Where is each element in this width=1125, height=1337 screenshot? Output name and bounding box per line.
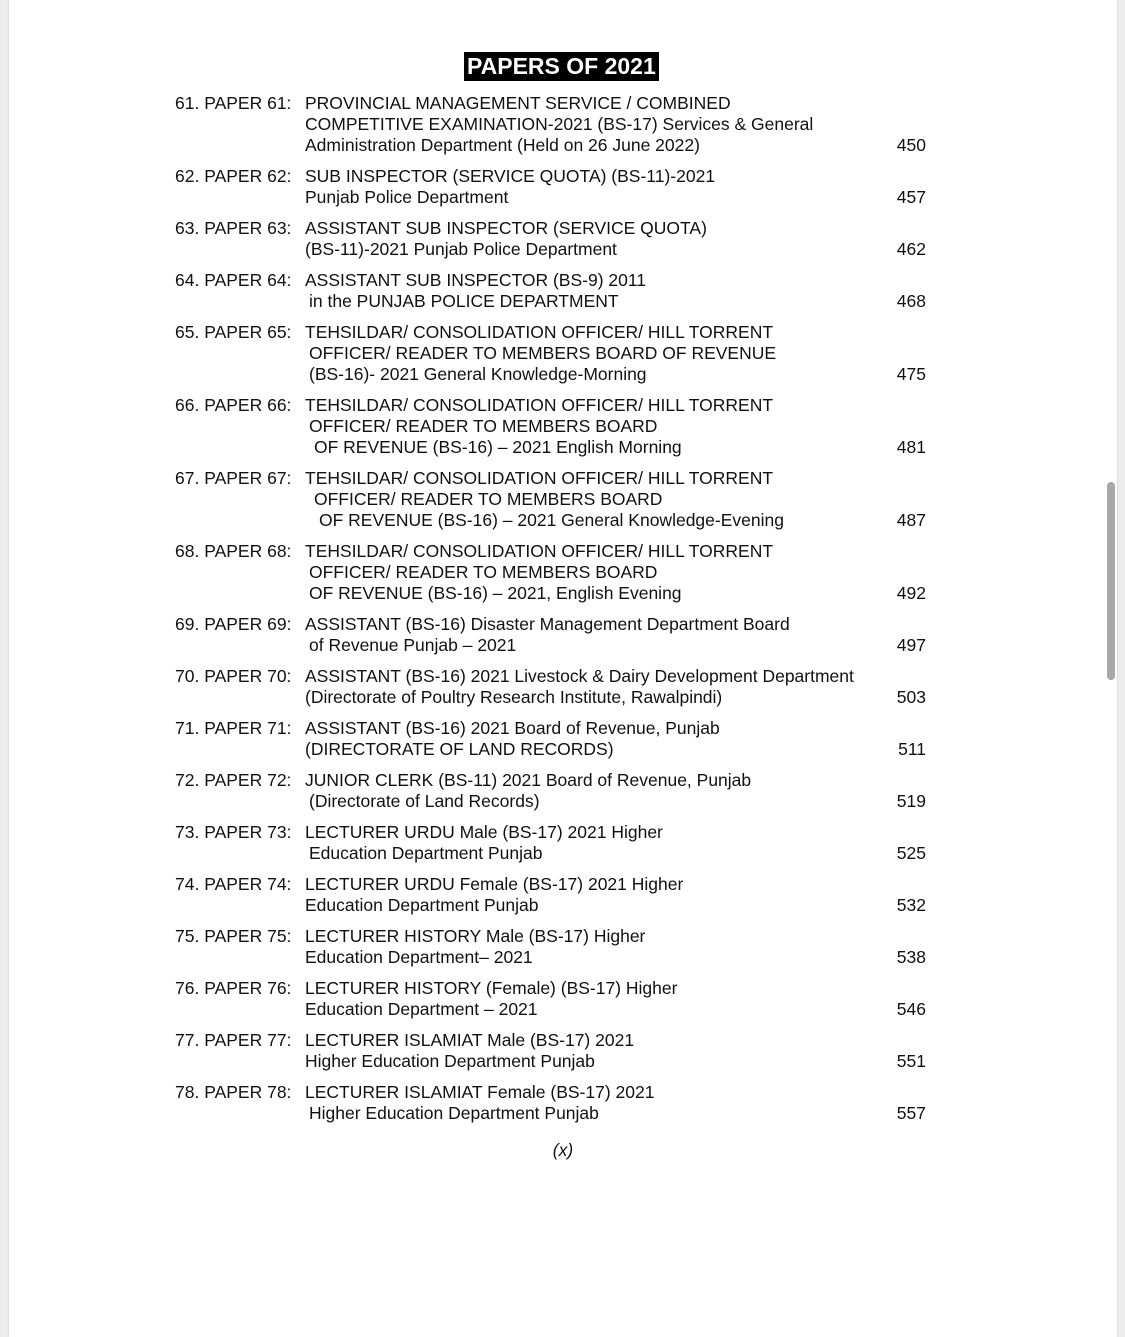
contents-entry[interactable] [9, 614, 1117, 656]
entry-title-text: LECTURER URDU Female (BS-17) 2021 Higher [305, 874, 684, 894]
entry-page-number: 481 [896, 437, 926, 457]
entry-page-number: 551 [896, 1051, 926, 1071]
entry-page-number: 557 [896, 1103, 926, 1123]
entry-line [9, 635, 1117, 656]
entry-title-text: Education Department– 2021 [305, 947, 533, 967]
entry-number: 67. PAPER 67: [175, 468, 292, 488]
entry-title-text: LECTURER HISTORY (Female) (BS-17) Higher [305, 978, 678, 998]
entry-page-number: 497 [896, 635, 926, 655]
entry-line [9, 135, 1117, 156]
entry-line [9, 895, 1117, 916]
entry-line [9, 187, 1117, 208]
entry-line [9, 93, 1117, 114]
entry-title-text: of Revenue Punjab – 2021 [309, 635, 517, 655]
contents-entry[interactable] [9, 395, 1117, 458]
entry-title-text: OFFICER/ READER TO MEMBERS BOARD [309, 416, 658, 436]
contents-entry[interactable] [9, 718, 1117, 760]
entry-line [9, 947, 1117, 968]
contents-entry[interactable] [9, 218, 1117, 260]
entry-title-text: OFFICER/ READER TO MEMBERS BOARD [314, 489, 663, 509]
entry-line [9, 999, 1117, 1020]
entry-title-text: LECTURER HISTORY Male (BS-17) Higher [305, 926, 646, 946]
entry-title-text: OF REVENUE (BS-16) – 2021 General Knowledge-Evening [319, 510, 784, 530]
entry-page-number: 462 [896, 239, 926, 259]
entry-number: 72. PAPER 72: [175, 770, 292, 790]
entry-line [9, 926, 1117, 947]
entry-title-text: ASSISTANT (BS-16) 2021 Livestock & Dairy Development Department [305, 666, 854, 686]
contents-list [9, 93, 1117, 1134]
entry-title-text: Punjab Police Department [305, 187, 509, 207]
entry-line [9, 437, 1117, 458]
contents-entry[interactable] [9, 322, 1117, 385]
entry-page-number: 468 [896, 291, 926, 311]
entry-title-text: OF REVENUE (BS-16) – 2021, English Evening [309, 583, 682, 603]
entry-line [9, 510, 1117, 531]
entry-line [9, 114, 1117, 135]
entry-line [9, 843, 1117, 864]
entry-title-text: OFFICER/ READER TO MEMBERS BOARD OF REVENUE [309, 343, 777, 363]
entry-line [9, 1103, 1117, 1124]
entry-line [9, 218, 1117, 239]
entry-line [9, 166, 1117, 187]
entry-title-text: in the PUNJAB POLICE DEPARTMENT [309, 291, 619, 311]
entry-number: 66. PAPER 66: [175, 395, 292, 415]
entry-title-text: ASSISTANT SUB INSPECTOR (BS-9) 2011 [305, 270, 647, 290]
entry-title-text: OF REVENUE (BS-16) – 2021 English Morning [314, 437, 682, 457]
entry-number: 76. PAPER 76: [175, 978, 292, 998]
entry-page-number: 511 [898, 739, 926, 759]
entry-title-text: (Directorate of Poultry Research Institute, Rawalpindi) [305, 687, 723, 707]
page-number-footer: (x) [552, 1140, 574, 1160]
entry-number: 68. PAPER 68: [175, 541, 292, 561]
contents-entry[interactable] [9, 468, 1117, 531]
entry-title-text: (BS-16)- 2021 General Knowledge-Morning [309, 364, 647, 384]
entry-line [9, 791, 1117, 812]
entry-line [9, 395, 1117, 416]
entry-line [9, 1030, 1117, 1051]
entry-number: 73. PAPER 73: [175, 822, 292, 842]
scrollbar-thumb[interactable] [1107, 482, 1115, 680]
entry-line [9, 1082, 1117, 1103]
entry-page-number: 525 [896, 843, 926, 863]
entry-title-text: PROVINCIAL MANAGEMENT SERVICE / COMBINED [305, 93, 731, 113]
contents-entry[interactable] [9, 978, 1117, 1020]
entry-title-text: (DIRECTORATE OF LAND RECORDS) [305, 739, 614, 759]
entry-title-text: LECTURER ISLAMIAT Female (BS-17) 2021 [305, 1082, 655, 1102]
entry-title-text: Higher Education Department Punjab [309, 1103, 599, 1123]
entry-title-text: TEHSILDAR/ CONSOLIDATION OFFICER/ HILL TORRENT [305, 322, 774, 342]
entry-title-text: TEHSILDAR/ CONSOLIDATION OFFICER/ HILL TORRENT [305, 541, 774, 561]
entry-line [9, 687, 1117, 708]
contents-entry[interactable] [9, 166, 1117, 208]
contents-entry[interactable] [9, 874, 1117, 916]
contents-entry[interactable] [9, 93, 1117, 156]
contents-entry[interactable] [9, 1082, 1117, 1124]
entry-title-text: TEHSILDAR/ CONSOLIDATION OFFICER/ HILL TORRENT [305, 395, 774, 415]
entry-number: 62. PAPER 62: [175, 166, 292, 186]
entry-number: 77. PAPER 77: [175, 1030, 292, 1050]
entry-line [9, 541, 1117, 562]
entry-title-text: (BS-11)-2021 Punjab Police Department [305, 239, 617, 259]
entry-line [9, 291, 1117, 312]
entry-title-text: ASSISTANT (BS-16) Disaster Management Department Board [305, 614, 790, 634]
entry-title-text: ASSISTANT (BS-16) 2021 Board of Revenue, Punjab [305, 718, 720, 738]
entry-line [9, 364, 1117, 385]
contents-entry[interactable] [9, 770, 1117, 812]
entry-line [9, 739, 1117, 760]
entry-number: 61. PAPER 61: [175, 93, 292, 113]
entry-page-number: 538 [896, 947, 926, 967]
entry-title-text: Education Department Punjab [305, 895, 539, 915]
entry-page-number: 519 [896, 791, 926, 811]
entry-line [9, 468, 1117, 489]
entry-title-text: Higher Education Department Punjab [305, 1051, 595, 1071]
entry-title-text: LECTURER URDU Male (BS-17) 2021 Higher [305, 822, 663, 842]
entry-number: 69. PAPER 69: [175, 614, 292, 634]
entry-line [9, 718, 1117, 739]
entry-page-number: 503 [896, 687, 926, 707]
entry-page-number: 546 [896, 999, 926, 1019]
entry-title-text: ASSISTANT SUB INSPECTOR (SERVICE QUOTA) [305, 218, 707, 238]
entry-line [9, 978, 1117, 999]
entry-page-number: 450 [896, 135, 926, 155]
contents-entry[interactable] [9, 666, 1117, 708]
entry-title-text: OFFICER/ READER TO MEMBERS BOARD [309, 562, 658, 582]
contents-entry[interactable] [9, 926, 1117, 968]
entry-title-text: Education Department – 2021 [305, 999, 538, 1019]
contents-entry[interactable] [9, 270, 1117, 312]
entry-line [9, 583, 1117, 604]
entry-title-text: Education Department Punjab [309, 843, 543, 863]
entry-line [9, 822, 1117, 843]
entry-line [9, 322, 1117, 343]
entry-line [9, 666, 1117, 687]
entry-page-number: 492 [896, 583, 926, 603]
entry-page-number: 475 [896, 364, 926, 384]
entry-line [9, 343, 1117, 364]
entry-number: 71. PAPER 71: [175, 718, 292, 738]
section-title: PAPERS OF 2021 [464, 52, 659, 81]
entry-number: 64. PAPER 64: [175, 270, 292, 290]
entry-title-text: Administration Department (Held on 26 June 2022) [305, 135, 700, 155]
entry-title-text: TEHSILDAR/ CONSOLIDATION OFFICER/ HILL TORRENT [305, 468, 774, 488]
entry-title-text: SUB INSPECTOR (SERVICE QUOTA) (BS-11)-2021 [305, 166, 716, 186]
contents-entry[interactable] [9, 1030, 1117, 1072]
entry-line [9, 1051, 1117, 1072]
entry-page-number: 457 [896, 187, 926, 207]
entry-line [9, 562, 1117, 583]
entry-title-text: (Directorate of Land Records) [309, 791, 540, 811]
entry-line [9, 239, 1117, 260]
entry-number: 78. PAPER 78: [175, 1082, 292, 1102]
entry-number: 65. PAPER 65: [175, 322, 292, 342]
entry-number: 74. PAPER 74: [175, 874, 292, 894]
entry-title-text: LECTURER ISLAMIAT Male (BS-17) 2021 [305, 1030, 635, 1050]
document-page [9, 0, 1117, 1337]
entry-title-text: JUNIOR CLERK (BS-11) 2021 Board of Revenue, Punjab [305, 770, 752, 790]
entry-line [9, 614, 1117, 635]
contents-entry[interactable] [9, 541, 1117, 604]
entry-line [9, 270, 1117, 291]
entry-title-text: COMPETITIVE EXAMINATION-2021 (BS-17) Services & General [305, 114, 814, 134]
entry-line [9, 416, 1117, 437]
entry-number: 70. PAPER 70: [175, 666, 292, 686]
entry-number: 75. PAPER 75: [175, 926, 292, 946]
entry-number: 63. PAPER 63: [175, 218, 292, 238]
entry-line [9, 770, 1117, 791]
entry-page-number: 532 [896, 895, 926, 915]
entry-line [9, 874, 1117, 895]
entry-line [9, 489, 1117, 510]
entry-page-number: 487 [896, 510, 926, 530]
contents-entry[interactable] [9, 822, 1117, 864]
